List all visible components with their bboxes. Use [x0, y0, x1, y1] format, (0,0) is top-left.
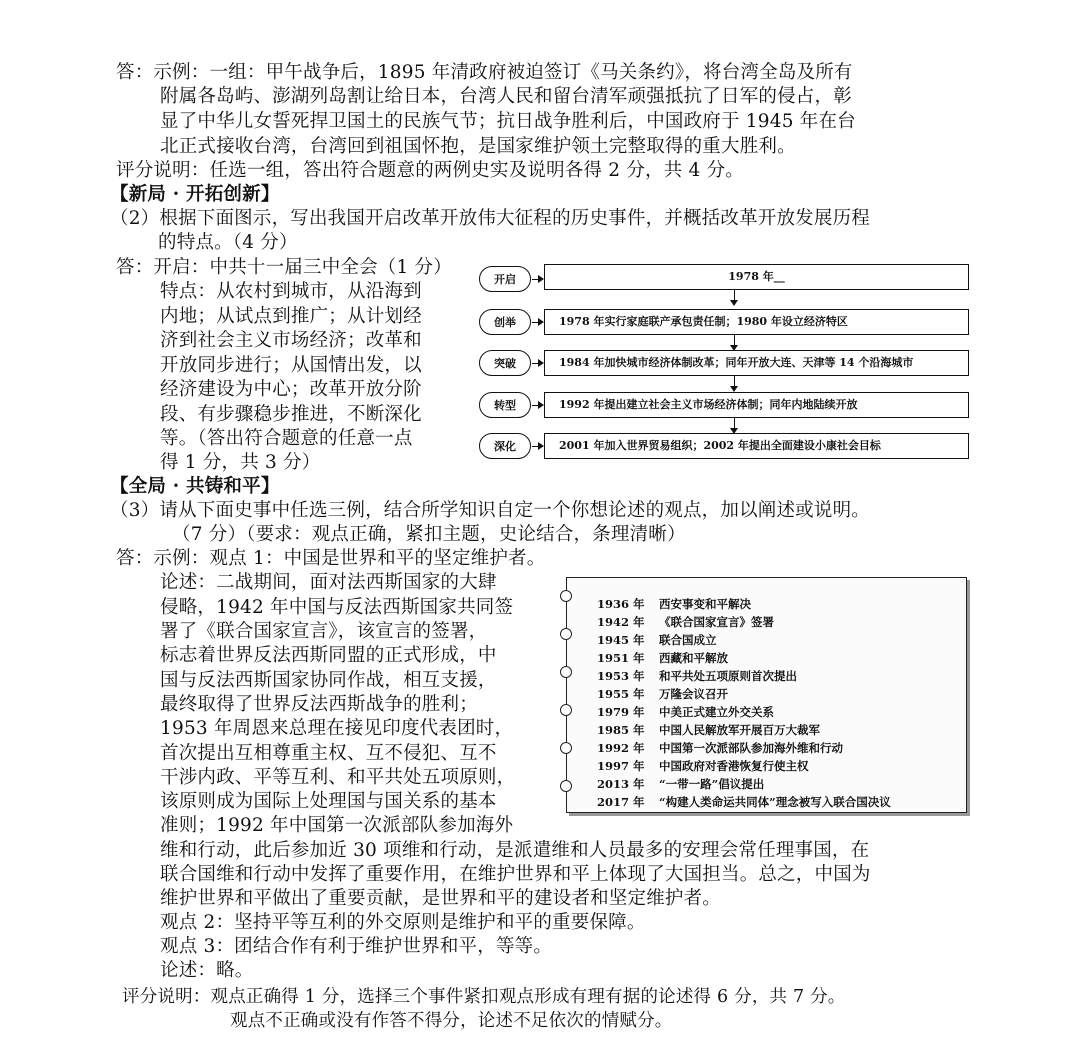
scoring-note: 观点不正确或没有作答不得分，论述不足依次的情赋分。 — [230, 1011, 673, 1031]
timeline-entry — [597, 685, 728, 703]
flow-box — [544, 392, 969, 418]
flow-arrow — [532, 363, 542, 364]
timeline-year: 1992 年 — [597, 741, 645, 755]
timeline-entry — [597, 721, 820, 739]
timeline-year: 2013 年 — [597, 777, 645, 791]
answer-line: 最终取得了世界反法西斯战争的胜利； — [160, 694, 478, 715]
timeline-entry — [597, 667, 797, 685]
section-heading: 【全局 · 共铸和平】 — [110, 476, 280, 497]
answer-line: 济到社会主义市场经济；改革和 — [160, 330, 422, 351]
flow-arrow-down — [734, 335, 735, 345]
answer-line: 等。（答出符合题意的任意一点 — [160, 428, 413, 449]
flow-arrow-down — [734, 418, 735, 428]
answer-line: 联合国维和行动中发挥了重要作用，在维护世界和平上体现了大国担当。总之，中国为 — [160, 864, 871, 885]
answer-line: 干涉内政、平等互利、和平共处五项原则， — [160, 767, 516, 788]
timeline-entry — [597, 595, 751, 613]
flow-box-text: 1992 年提出建立社会主义市场经济体制；同年内地陆续开放 — [559, 398, 858, 411]
section-heading: 【新局 · 开拓创新】 — [110, 184, 280, 205]
timeline-event: 万隆会议召开 — [659, 687, 728, 701]
flow-box — [544, 433, 969, 459]
timeline-entry — [597, 757, 809, 775]
answer-line: 北正式接收台湾，台湾回到祖国怀抱，是国家维护领土完整取得的重大胜利。 — [160, 136, 796, 157]
timeline-event: 和平共处五项原则首次提出 — [659, 669, 797, 683]
timeline-year: 1945 年 — [597, 633, 645, 647]
timeline-year: 1936 年 — [597, 597, 645, 611]
flow-arrow-down — [734, 290, 735, 300]
peace-timeline-box — [566, 577, 967, 813]
flow-box-text: 1978 年实行家庭联产承包责任制；1980 年设立经济特区 — [559, 315, 848, 328]
answer-line: 答：示例：一组：甲午战争后，1895 年清政府被迫签订《马关条约》，将台湾全岛及所有 — [116, 62, 853, 83]
answer-line: 1953 年周恩来总理在接见印度代表团时， — [160, 718, 514, 739]
flow-box — [544, 309, 969, 335]
timeline-event: 中国第一次派部队参加海外维和行动 — [659, 741, 843, 755]
binder-ring-icon — [560, 780, 572, 792]
answer-line: 准则；1992 年中国第一次派部队参加海外 — [160, 815, 514, 836]
timeline-entry — [597, 793, 891, 811]
flow-stage-label: 转型 — [479, 392, 531, 418]
timeline-event: 联合国成立 — [659, 633, 717, 647]
flow-box-text: 1984 年加快城市经济体制改革；同年开放大连、天津等 14 个沿海城市 — [559, 356, 914, 369]
timeline-event: 中美正式建立外交关系 — [659, 705, 774, 719]
answer-line: 维护世界和平做出了重要贡献，是世界和平的建设者和坚定维护者。 — [160, 888, 722, 909]
timeline-year: 1953 年 — [597, 669, 645, 683]
timeline-year: 1951 年 — [597, 651, 645, 665]
answer-line: 署了《联合国家宣言》，该宣言的签署， — [160, 621, 488, 642]
binder-ring-icon — [560, 704, 572, 716]
answer-line: 维和行动，此后参加近 30 项维和行动，是派遣维和人员最多的安理会常任理事国，在 — [160, 840, 870, 861]
timeline-event: “构建人类命运共同体”理念被写入联合国决议 — [659, 795, 891, 809]
timeline-entry — [597, 703, 774, 721]
answer-line: 得 1 分，共 3 分） — [160, 452, 321, 473]
flow-box — [544, 350, 969, 376]
question-line: （3）请从下面史事中任选三例，结合所学知识自定一个你想论述的观点，加以阐述或说明。 — [110, 500, 870, 521]
binder-ring-icon — [560, 628, 572, 640]
timeline-year: 1985 年 — [597, 723, 645, 737]
answer-line: 段、有步骤稳步推进，不断深化 — [160, 404, 422, 425]
timeline-entry — [597, 775, 764, 793]
flow-stage-label: 突破 — [479, 350, 531, 376]
question-line: （7 分）（要求：观点正确，紧扣主题，史论结合，条理清晰） — [172, 524, 686, 545]
flow-stage-label: 深化 — [479, 433, 531, 459]
answer-line: 特点：从农村到城市，从沿海到 — [160, 281, 422, 302]
answer-line: 侵略，1942 年中国与反法西斯国家共同签 — [160, 597, 514, 618]
answer-line: 该原则成为国际上处理国与国关系的基本 — [160, 791, 497, 812]
binder-ring-icon — [560, 590, 572, 602]
timeline-event: “一带一路”倡议提出 — [659, 777, 765, 791]
timeline-event: 《联合国家宣言》签署 — [659, 615, 774, 629]
answer-line: 首次提出互相尊重主权、互不侵犯、互不 — [160, 743, 497, 764]
flow-box-text: 1978 年__ — [728, 270, 785, 283]
question-line: 的特点。（4 分） — [158, 232, 298, 253]
flow-arrow-down — [734, 376, 735, 386]
binder-ring-icon — [560, 666, 572, 678]
timeline-event: 西藏和平解放 — [659, 651, 728, 665]
answer-line: 附属各岛屿、澎湖列岛割让给日本，台湾人民和留台清军顽强抵抗了日军的侵占，彰 — [160, 86, 852, 107]
flow-stage-label: 创举 — [479, 309, 531, 335]
flow-arrow — [532, 322, 542, 323]
flow-arrow — [532, 446, 542, 447]
flow-box-text: 2001 年加入世界贸易组织；2002 年提出全面建设小康社会目标 — [559, 439, 881, 452]
answer-line: 论述：略。 — [160, 960, 254, 981]
binder-ring-icon — [560, 742, 572, 754]
answer-line: 显了中华儿女誓死捍卫国土的民族气节；抗日战争胜利后，中国政府于 1945 年在台 — [160, 111, 856, 132]
timeline-year: 1979 年 — [597, 705, 645, 719]
flow-arrow — [532, 405, 542, 406]
timeline-event: 西安事变和平解决 — [659, 597, 751, 611]
answer-line: 标志着世界反法西斯同盟的正式形成，中 — [160, 645, 497, 666]
timeline-event: 中国人民解放军开展百万大裁军 — [659, 723, 820, 737]
timeline-year: 2017 年 — [597, 795, 645, 809]
timeline-year: 1955 年 — [597, 687, 645, 701]
answer-line: 答：开启：中共十一届三中全会（1 分） — [116, 257, 452, 278]
answer-line: 国与反法西斯国家协同作战，相互支援， — [160, 670, 497, 691]
answer-line: 论述：二战期间，面对法西斯国家的大肆 — [160, 572, 497, 593]
answer-line: 内地；从试点到推广；从计划经 — [160, 306, 422, 327]
timeline-event: 中国政府对香港恢复行使主权 — [659, 759, 809, 773]
timeline-year: 1997 年 — [597, 759, 645, 773]
timeline-entry — [597, 739, 843, 757]
answer-line: 观点 3：团结合作有利于维护世界和平，等等。 — [160, 936, 553, 957]
question-line: （2）根据下面图示，写出我国开启改革开放伟大征程的历史事件，并概括改革开放发展历程 — [110, 208, 870, 229]
timeline-year: 1942 年 — [597, 615, 645, 629]
answer-line: 经济建设为中心；改革开放分阶 — [160, 379, 422, 400]
flow-stage-label: 开启 — [479, 266, 531, 292]
scoring-note: 评分说明：任选一组，答出符合题意的两例史实及说明各得 2 分，共 4 分。 — [116, 160, 744, 181]
timeline-entry — [597, 631, 717, 649]
flow-box — [544, 264, 969, 290]
timeline-entry — [597, 613, 774, 631]
answer-line: 答：示例：观点 1：中国是世界和平的坚定维护者。 — [116, 548, 546, 569]
timeline-entry — [597, 649, 728, 667]
answer-line: 开放同步进行；从国情出发，以 — [160, 355, 422, 376]
flow-arrow — [532, 279, 542, 280]
scoring-note: 评分说明：观点正确得 1 分，选择三个事件紧扣观点形成有理有据的论述得 6 分，共 7 分。 — [122, 987, 846, 1007]
answer-line: 观点 2：坚持平等互利的外交原则是维护和平的重要保障。 — [160, 912, 646, 933]
